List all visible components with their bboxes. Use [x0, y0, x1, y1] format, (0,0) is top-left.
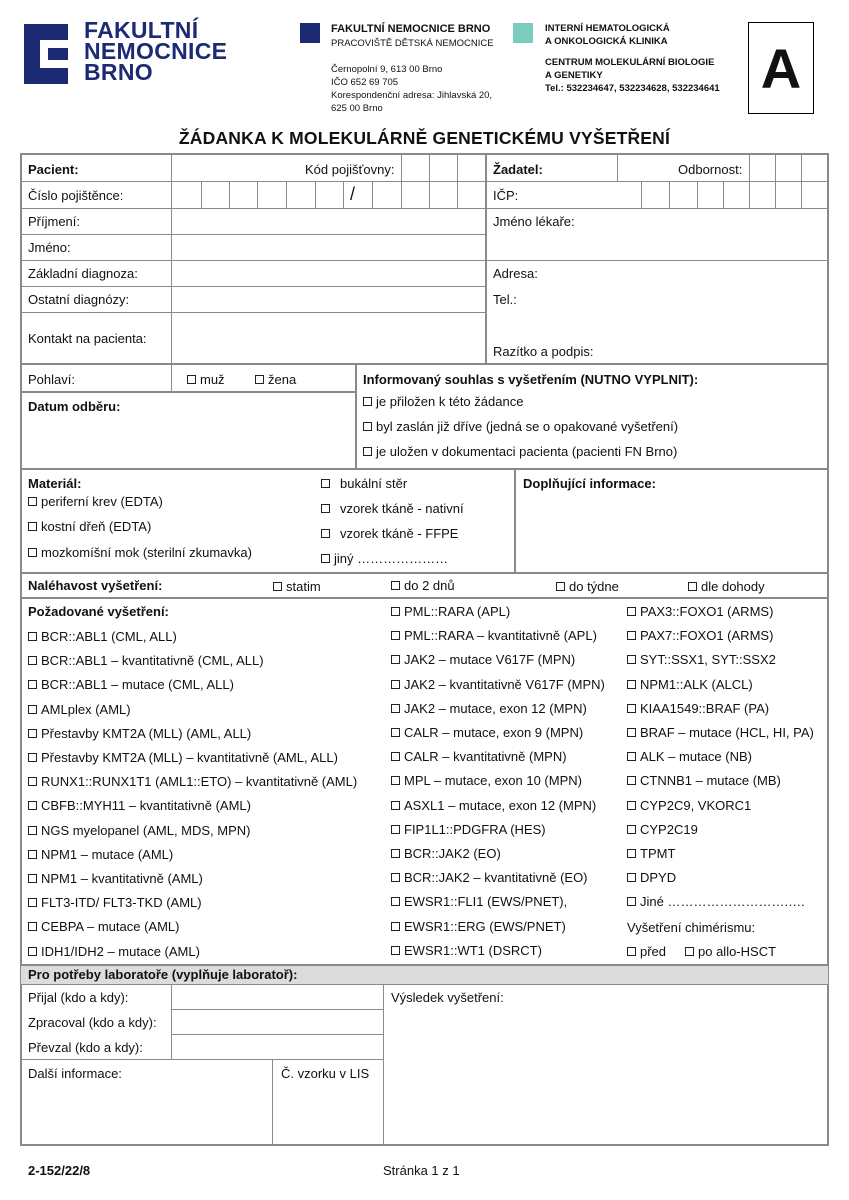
- urgency-agreement-checkbox[interactable]: dle dohody: [688, 579, 765, 594]
- test-checkbox-col3-8[interactable]: CYP2C9, VKORC1: [627, 798, 751, 813]
- test-checkbox-col2-14[interactable]: EWSR1::WT1 (DSRCT): [391, 943, 542, 958]
- checkbox-icon[interactable]: [28, 947, 37, 956]
- patient-label: Pacient:: [28, 162, 79, 177]
- other-diagnoses-field[interactable]: [172, 287, 485, 311]
- test-checkbox-col1-3[interactable]: AMLplex (AML): [28, 702, 131, 717]
- page-number: Stránka 1 z 1: [383, 1163, 460, 1178]
- org-name: FAKULTNÍ NEMOCNICE BRNO: [331, 23, 491, 35]
- checkbox-icon[interactable]: [28, 497, 37, 506]
- checkbox-icon[interactable]: [28, 826, 37, 835]
- checkbox-icon[interactable]: [321, 529, 330, 538]
- test-checkbox-col1-6[interactable]: RUNX1::RUNX1T1 (AML1::ETO) – kvantitativně (AML): [28, 774, 357, 789]
- test-checkbox-col2-7[interactable]: MPL – mutace, exon 10 (MPN): [391, 773, 582, 788]
- phone-label: Tel.:: [493, 292, 517, 307]
- test-checkbox-col3-0[interactable]: PAX3::FOXO1 (ARMS): [627, 604, 773, 619]
- material-checkbox-csf[interactable]: mozkomíšní mok (sterilní zkumavka): [28, 545, 252, 560]
- checkbox-icon[interactable]: [627, 873, 636, 882]
- stamp-signature-label: Razítko a podpis:: [493, 344, 594, 359]
- test-checkbox-col3-12[interactable]: Jiné ……………………….….: [627, 894, 805, 909]
- test-checkbox-col3-4[interactable]: KIAA1549::BRAF (PA): [627, 701, 769, 716]
- requester-label: Žadatel:: [493, 162, 543, 177]
- checkbox-icon[interactable]: [391, 704, 400, 713]
- first-name-label: Jméno:: [28, 240, 71, 255]
- checkbox-icon[interactable]: [28, 898, 37, 907]
- surname-label: Příjmení:: [28, 214, 81, 229]
- test-checkbox-col2-0[interactable]: PML::RARA (APL): [391, 604, 510, 619]
- specialty-label: Odbornost:: [678, 162, 743, 177]
- test-checkbox-col2-8[interactable]: ASXL1 – mutace, exon 12 (MPN): [391, 798, 596, 813]
- main-diagnosis-label: Základní diagnoza:: [28, 266, 138, 281]
- test-checkbox-col2-13[interactable]: EWSR1::ERG (EWS/PNET): [391, 919, 566, 934]
- consent-option-sent-earlier[interactable]: byl zaslán již dříve (jedná se o opakované vyšetření): [363, 419, 678, 434]
- checkbox-icon[interactable]: [627, 607, 636, 616]
- checkbox-icon[interactable]: [28, 656, 37, 665]
- checkbox-icon[interactable]: [28, 522, 37, 531]
- checkbox-icon[interactable]: [391, 631, 400, 640]
- checkbox-icon[interactable]: [28, 548, 37, 557]
- checkbox-icon[interactable]: [391, 946, 400, 955]
- material-label: Materiál:: [28, 476, 82, 491]
- test-checkbox-col3-9[interactable]: CYP2C19: [627, 822, 698, 837]
- result-label: Výsledek vyšetření:: [391, 990, 504, 1005]
- checkbox-icon[interactable]: [391, 849, 400, 858]
- test-checkbox-col2-6[interactable]: CALR – kvantitativně (MPN): [391, 749, 567, 764]
- insured-number-slash: /: [350, 184, 356, 204]
- lis-sample-number-label: Č. vzorku v LIS: [281, 1066, 370, 1081]
- test-checkbox-col1-7[interactable]: CBFB::MYH11 – kvantitativně (AML): [28, 798, 251, 813]
- checkbox-icon[interactable]: [321, 504, 330, 513]
- checkbox-icon[interactable]: [28, 632, 37, 641]
- test-checkbox-col1-10[interactable]: NPM1 – kvantitativně (AML): [28, 871, 203, 886]
- test-checkbox-col2-4[interactable]: JAK2 – mutace, exon 12 (MPN): [391, 701, 587, 716]
- checkbox-icon[interactable]: [685, 947, 694, 956]
- hospital-logo-icon: [24, 24, 68, 84]
- checkbox-icon[interactable]: [391, 728, 400, 737]
- received-by-label: Přijal (kdo a kdy):: [28, 990, 129, 1005]
- doctor-name-label: Jméno lékaře:: [493, 214, 575, 229]
- test-checkbox-col3-1[interactable]: PAX7::FOXO1 (ARMS): [627, 628, 773, 643]
- test-checkbox-col3-3[interactable]: NPM1::ALK (ALCL): [627, 677, 753, 692]
- navy-square-icon: [300, 23, 320, 43]
- checkbox-icon[interactable]: [28, 922, 37, 931]
- insurance-code-label: Kód pojišťovny:: [305, 162, 395, 177]
- checkbox-icon[interactable]: [28, 777, 37, 786]
- sex-female-checkbox[interactable]: žena: [255, 372, 296, 387]
- checkbox-icon[interactable]: [28, 680, 37, 689]
- checkbox-icon[interactable]: [391, 873, 400, 882]
- checkbox-icon[interactable]: [627, 728, 636, 737]
- additional-info-label: Doplňující informace:: [523, 476, 656, 491]
- checkbox-icon[interactable]: [255, 375, 264, 384]
- test-checkbox-col3-11[interactable]: DPYD: [627, 870, 676, 885]
- checkbox-icon[interactable]: [627, 680, 636, 689]
- checkbox-icon[interactable]: [627, 825, 636, 834]
- test-checkbox-col2-10[interactable]: BCR::JAK2 (EO): [391, 846, 501, 861]
- test-checkbox-col3-6[interactable]: ALK – mutace (NB): [627, 749, 752, 764]
- urgency-week-checkbox[interactable]: do týdne: [556, 579, 619, 594]
- test-checkbox-col1-0[interactable]: BCR::ABL1 (CML, ALL): [28, 629, 177, 644]
- org-subname: PRACOVIŠTĚ DĚTSKÁ NEMOCNICE: [331, 38, 494, 49]
- checkbox-icon[interactable]: [556, 582, 565, 591]
- chimerism-before-checkbox[interactable]: před: [627, 944, 666, 959]
- checkbox-icon[interactable]: [28, 801, 37, 810]
- test-checkbox-col3-7[interactable]: CTNNB1 – mutace (MB): [627, 773, 781, 788]
- test-checkbox-col1-8[interactable]: NGS myelopanel (AML, MDS, MPN): [28, 823, 251, 838]
- checkbox-icon[interactable]: [391, 581, 400, 590]
- teal-square-icon: [513, 23, 533, 43]
- checkbox-icon[interactable]: [391, 607, 400, 616]
- test-checkbox-col1-11[interactable]: FLT3-ITD/ FLT3-TKD (AML): [28, 895, 202, 910]
- taken-over-by-label: Převzal (kdo a kdy):: [28, 1040, 143, 1055]
- checkbox-icon[interactable]: [627, 704, 636, 713]
- test-checkbox-col3-5[interactable]: BRAF – mutace (HCL, HI, PA): [627, 725, 814, 740]
- checkbox-icon[interactable]: [391, 655, 400, 664]
- test-checkbox-col1-4[interactable]: Přestavby KMT2A (MLL) (AML, ALL): [28, 726, 251, 741]
- checkbox-icon[interactable]: [321, 554, 330, 563]
- checkbox-icon[interactable]: [391, 752, 400, 761]
- form-code: 2-152/22/8: [28, 1163, 91, 1178]
- center-name: CENTRUM MOLEKULÁRNÍ BIOLOGIE A GENETIKY Tel.: 532234647, 532234628, 532234641: [545, 57, 720, 94]
- processed-by-label: Zpracoval (kdo a kdy):: [28, 1015, 157, 1030]
- test-checkbox-col2-12[interactable]: EWSR1::FLI1 (EWS/PNET),: [391, 894, 567, 909]
- test-checkbox-col3-10[interactable]: TPMT: [627, 846, 675, 861]
- surname-field[interactable]: [172, 209, 485, 233]
- patient-contact-label: Kontakt na pacienta:: [28, 331, 147, 346]
- test-checkbox-col1-9[interactable]: NPM1 – mutace (AML): [28, 847, 173, 862]
- first-name-field[interactable]: [172, 235, 485, 259]
- consent-option-in-records[interactable]: je uložen v dokumentaci pacienta (pacienti FN Brno): [363, 444, 677, 459]
- clinic-name: INTERNÍ HEMATOLOGICKÁ A ONKOLOGICKÁ KLINIKA: [545, 23, 670, 47]
- form-letter: A: [748, 22, 814, 114]
- test-checkbox-col2-5[interactable]: CALR – mutace, exon 9 (MPN): [391, 725, 583, 740]
- checkbox-icon[interactable]: [627, 897, 636, 906]
- test-checkbox-col2-9[interactable]: FIP1L1::PDGFRA (HES): [391, 822, 546, 837]
- checkbox-icon[interactable]: [28, 753, 37, 762]
- material-checkbox-other[interactable]: jiný …………………: [321, 551, 448, 566]
- main-diagnosis-field[interactable]: [172, 261, 485, 285]
- checkbox-icon[interactable]: [187, 375, 196, 384]
- checkbox-icon[interactable]: [627, 801, 636, 810]
- checkbox-icon[interactable]: [28, 729, 37, 738]
- urgency-2days-checkbox[interactable]: do 2 dnů: [391, 578, 455, 593]
- material-checkbox-tissue-native[interactable]: vzorek tkáně - nativní: [321, 501, 464, 516]
- checkbox-icon[interactable]: [391, 680, 400, 689]
- org-address: Černopolní 9, 613 00 Brno IČO 652 69 705 Korespondenční adresa: Jihlavská 20, 625 00 Brno: [331, 64, 493, 114]
- checkbox-icon[interactable]: [627, 776, 636, 785]
- address-label: Adresa:: [493, 266, 538, 281]
- chimerism-label: Vyšetření chimérismu:: [627, 920, 756, 935]
- collection-date-label: Datum odběru:: [28, 399, 121, 414]
- test-checkbox-col2-11[interactable]: BCR::JAK2 – kvantitativně (EO): [391, 870, 588, 885]
- test-checkbox-col2-1[interactable]: PML::RARA – kvantitativně (APL): [391, 628, 597, 643]
- patient-contact-field[interactable]: [172, 313, 485, 362]
- consent-title: Informovaný souhlas s vyšetřením (NUTNO VYPLNIT):: [363, 372, 699, 387]
- icp-label: IČP:: [493, 188, 519, 203]
- checkbox-icon[interactable]: [391, 897, 400, 906]
- checkbox-icon[interactable]: [363, 397, 372, 406]
- test-checkbox-col2-2[interactable]: JAK2 – mutace V617F (MPN): [391, 652, 575, 667]
- material-checkbox-tissue-ffpe[interactable]: vzorek tkáně - FFPE: [321, 526, 458, 541]
- insured-number-label: Číslo pojištěnce:: [28, 188, 124, 203]
- sex-male-checkbox[interactable]: muž: [187, 372, 225, 387]
- checkbox-icon[interactable]: [627, 849, 636, 858]
- test-checkbox-col1-12[interactable]: CEBPA – mutace (AML): [28, 919, 179, 934]
- checkbox-icon[interactable]: [627, 947, 636, 956]
- checkbox-icon[interactable]: [627, 631, 636, 640]
- checkbox-icon[interactable]: [28, 874, 37, 883]
- test-checkbox-col1-5[interactable]: Přestavby KMT2A (MLL) – kvantitativně (AML, ALL): [28, 750, 338, 765]
- sex-label: Pohlaví:: [28, 372, 75, 387]
- checkbox-icon[interactable]: [688, 582, 697, 591]
- checkbox-icon[interactable]: [363, 422, 372, 431]
- checkbox-icon[interactable]: [28, 850, 37, 859]
- checkbox-icon[interactable]: [391, 801, 400, 810]
- checkbox-icon[interactable]: [391, 922, 400, 931]
- consent-option-attached[interactable]: je přiložen k této žádance: [363, 394, 523, 409]
- checkbox-icon[interactable]: [363, 447, 372, 456]
- test-checkbox-col1-13[interactable]: IDH1/IDH2 – mutace (AML): [28, 944, 200, 959]
- material-checkbox-buccal[interactable]: bukální stěr: [321, 476, 407, 491]
- other-diagnoses-label: Ostatní diagnózy:: [28, 292, 130, 307]
- chimerism-after-checkbox[interactable]: po allo-HSCT: [685, 944, 776, 959]
- hospital-logo-text: FAKULTNÍ NEMOCNICE BRNO: [84, 17, 228, 85]
- material-checkbox-marrow[interactable]: kostní dřeň (EDTA): [28, 519, 151, 534]
- test-checkbox-col2-3[interactable]: JAK2 – kvantitativně V617F (MPN): [391, 677, 605, 692]
- checkbox-icon[interactable]: [627, 752, 636, 761]
- urgency-statim-checkbox[interactable]: statim: [273, 579, 321, 594]
- checkbox-icon[interactable]: [273, 582, 282, 591]
- test-checkbox-col1-2[interactable]: BCR::ABL1 – mutace (CML, ALL): [28, 677, 234, 692]
- form-title: ŽÁDANKA K MOLEKULÁRNĚ GENETICKÉMU VYŠETŘENÍ: [178, 128, 671, 148]
- material-checkbox-blood[interactable]: periferní krev (EDTA): [28, 494, 163, 509]
- checkbox-icon[interactable]: [28, 705, 37, 714]
- requested-tests-label: Požadované vyšetření:: [28, 604, 169, 619]
- lab-other-info-label: Další informace:: [28, 1066, 122, 1081]
- checkbox-icon[interactable]: [391, 825, 400, 834]
- checkbox-icon[interactable]: [391, 776, 400, 785]
- checkbox-icon[interactable]: [321, 479, 330, 488]
- checkbox-icon[interactable]: [627, 655, 636, 664]
- urgency-label: Naléhavost vyšetření:: [28, 578, 163, 593]
- test-checkbox-col1-1[interactable]: BCR::ABL1 – kvantitativně (CML, ALL): [28, 653, 264, 668]
- lab-header: Pro potřeby laboratoře (vyplňuje laboratoř):: [28, 967, 298, 982]
- test-checkbox-col3-2[interactable]: SYT::SSX1, SYT::SSX2: [627, 652, 776, 667]
